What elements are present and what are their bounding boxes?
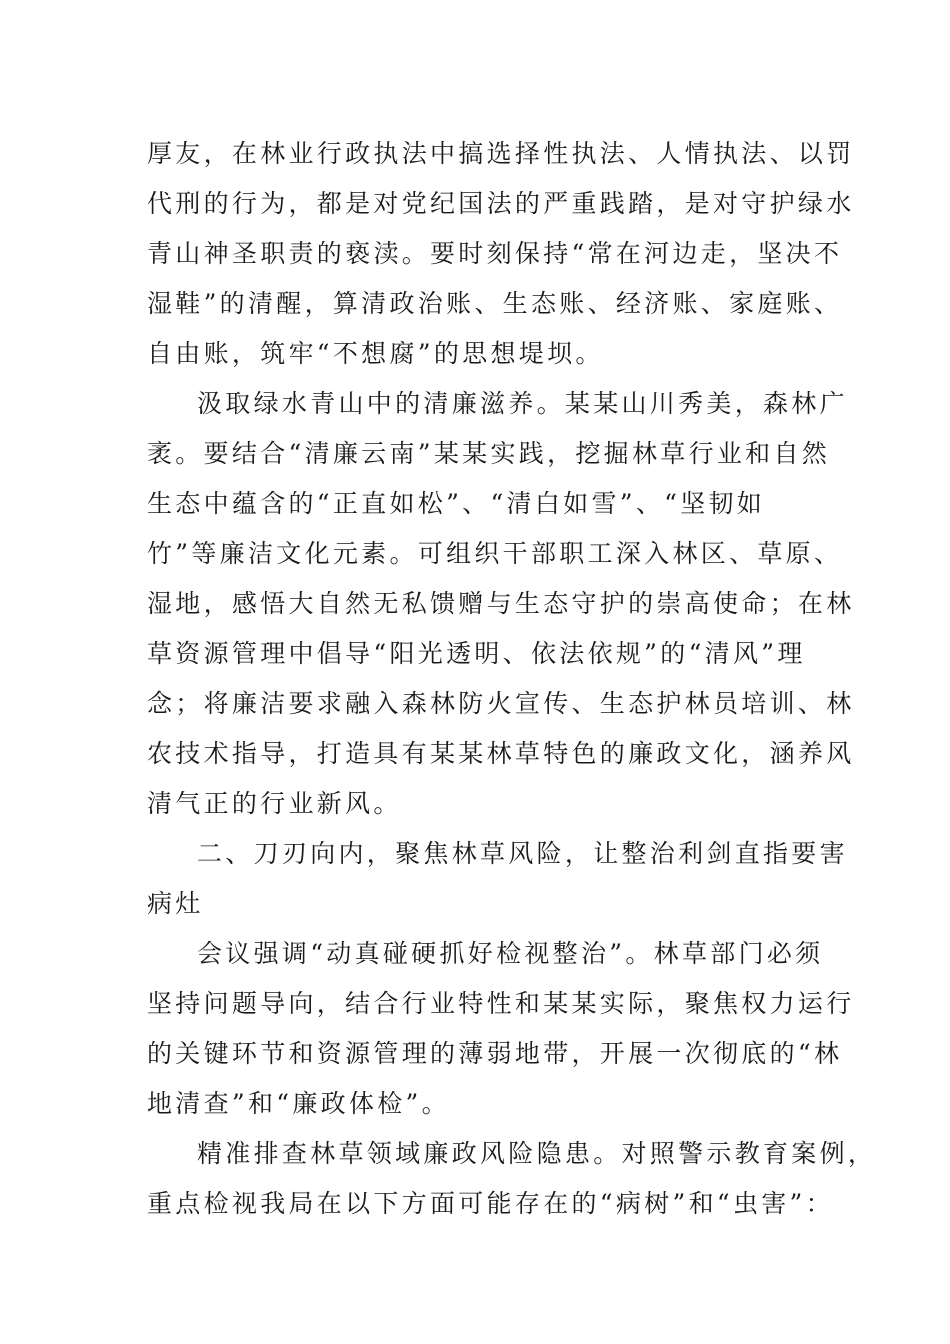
- text-line: 地清查”和“廉政体检”。: [147, 1089, 450, 1118]
- text-line: 湿鞋”的清醒，算清政治账、生态账、经济账、家庭账、: [147, 289, 843, 318]
- text-line: 代刑的行为，都是对党纪国法的严重践踏，是对守护绿水: [147, 189, 855, 218]
- text-line: 农技术指导，打造具有某某林草特色的廉政文化，涵养风: [147, 739, 855, 768]
- text-line: 厚友，在林业行政执法中搞选择性执法、人情执法、以罚: [147, 139, 855, 168]
- text-line: 清气正的行业新风。: [147, 789, 402, 818]
- paragraph-first-line: 精准排查林草领域廉政风险隐患。对照警示教育案例，: [197, 1139, 877, 1168]
- text-line: 袤。要结合“清廉云南”某某实践，挖掘林草行业和自然: [147, 439, 831, 468]
- text-line: 念；将廉洁要求融入森林防火宣传、生态护林员培训、林: [147, 689, 855, 718]
- section-heading-continuation: 病灶: [147, 889, 204, 918]
- paragraph-first-line: 会议强调“动真碰硬抓好检视整治”。林草部门必须: [197, 939, 824, 968]
- text-line: 重点检视我局在以下方面可能存在的“病树”和“虫害”：: [147, 1189, 834, 1218]
- text-line: 自由账，筑牢“不想腐”的思想堤坝。: [147, 339, 604, 368]
- text-line: 生态中蕴含的“正直如松”、“清白如雪”、“坚韧如: [147, 489, 766, 518]
- text-line: 竹”等廉洁文化元素。可组织干部职工深入林区、草原、: [147, 539, 843, 568]
- text-line: 湿地，感悟大自然无私馈赠与生态守护的崇高使命；在林: [147, 589, 855, 618]
- text-line: 坚持问题导向，结合行业特性和某某实际，聚焦权力运行: [147, 989, 855, 1018]
- text-line: 的关键环节和资源管理的薄弱地带，开展一次彻底的“林: [147, 1039, 843, 1068]
- section-heading: 二、刀刃向内，聚焦林草风险，让整治利剑直指要害: [197, 839, 848, 868]
- paragraph-first-line: 汲取绿水青山中的清廉滋养。某某山川秀美，森林广: [197, 389, 848, 418]
- text-line: 草资源管理中倡导“阳光透明、依法依规”的“清风”理: [147, 639, 806, 668]
- text-line: 青山神圣职责的亵渎。要时刻保持“常在河边走，坚决不: [147, 239, 843, 268]
